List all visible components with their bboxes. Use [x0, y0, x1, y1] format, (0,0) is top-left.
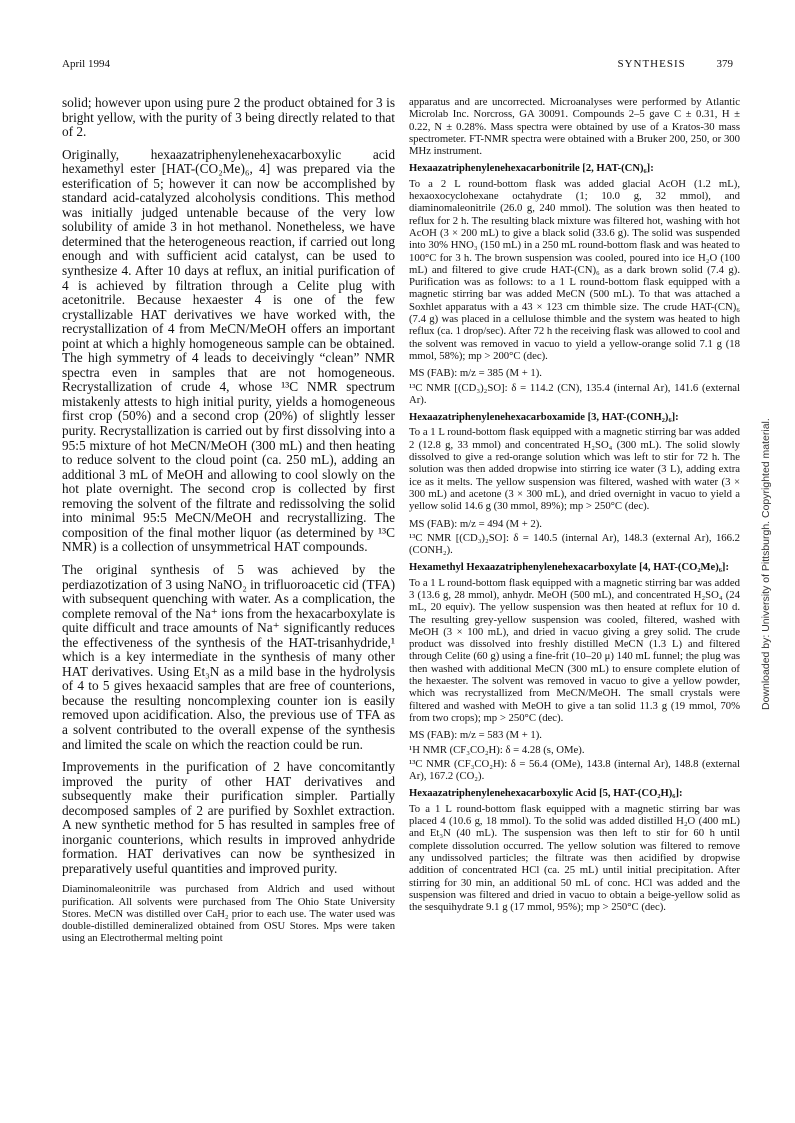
download-watermark [760, 310, 780, 710]
page-number: 379 [716, 58, 733, 70]
section-body: To a 1 L round-bottom flask equipped with a magnetic stirring bar was added 3 (13.6 g, 28 mmol), anhydr. MeOH (500 mL), and concentrated H₂SO₄ (24 mL, 20 equiv). The yellow suspension was then heated at reflux for 10 d. The resulting grey-yellow suspension was cooled, filtered, washed with MeOH (3 × 100 mL), and dried in vacuo giving a grey solid. The crude product was dissolved into freshly distilled MeCN (1.3 L) and filtered through Celite (60 g) using a fine-frit (10–20 μ) 140 mL funnel; the plug was then washed with additional MeCN (300 mL) to ensure complete elution of the hexaester. The solvent was removed in vacuo to give a yellow powder, which was recrystallized from MeCN/MeOH. The small crystals were filtered and washed with MeOH to give a tan solid 11.3 g (19 mmol, 70% from two crops); mp > 250°C (dec). [409, 576, 740, 724]
section-body: To a 2 L round-bottom flask was added glacial AcOH (1.2 mL), hexaoxocyclohexane octahydrate (1; 10.0 g, 32 mmol), and diaminomaleonitrile (26.0 g, 240 mmol). The solution was then heated to reflux for 2 h. The resulting black mixture was filtered hot, washing with hot AcOH (3 × 200 mL) to give a black solid (33.6 g). The solid was suspended into 30% HNO₃ (150 mL) in a 250 mL round-bottom flask and was heated to 100°C for 3 h. The brown suspension was cooled, poured into ice H₂O (100 mL) and filtered to give crude HAT-(CN)₆ as a dark brown solid (7.4 g). Purification was as follows: to a 1 L round-bottom flask equipped with a magnetic stirring bar was added MeCN (500 mL). To that was attached a Soxhlet apparatus with a 43 × 123 cm thimble size. The crude HAT-(CN)₆ (7.4 g) was placed in a cellulose thimble and the system was heated to high reflux (ca. 1 drop/sec). After 72 h the receiving flask was allowed to cool and the solvent was removed in vacuo to yield a yellow-orange solid 7.1 g (18 mmol, 58%); mp > 200°C (dec). [409, 177, 740, 362]
watermark-text: Downloaded by: University of Pittsburgh. Copyrighted material. [760, 418, 772, 710]
body-paragraph: solid; however upon using pure 2 the product obtained for 3 is bright yellow, with the purity of 3 being directly related to that of 2. [62, 95, 395, 140]
spectral-data: ¹³C NMR [(CD₃)₂SO]: δ = 140.5 (internal Ar), 148.3 (external Ar), 166.2 (CONH₂). [409, 531, 740, 557]
journal-name: SYNTHESIS [617, 58, 686, 70]
section-body: To a 1 L round-bottom flask equipped with a magnetic stirring bar was added 2 (12.8 g, 33 mmol) and concentrated H₂SO₄ (300 mL). The solid slowly dissolved to give a red-orange solution which was left to stir for 72 h. The solution was then added dropwise into stirring ice water (3 L), adding extra ice as it melts. The yellow suspension was filtered, washed with water (3 × 300 mL) and acetone (3 × 300 mL), and dried overnight in vacuo to yield a yellow solid 14.6 g (30 mmol, 89%); mp > 250°C (dec). [409, 426, 740, 513]
section-title: Hexamethyl Hexaazatriphenylenehexacarboxylate [4, HAT-(CO₂Me)₆]: [409, 562, 729, 574]
header-right [617, 58, 733, 70]
section-title: Hexaazatriphenylenehexacarboxylic Acid [5, HAT-(CO₂H)₆]: [409, 788, 683, 800]
spectral-data: MS (FAB): m/z = 385 (M + 1). [409, 367, 542, 380]
section-title: Hexaazatriphenylenehexacarbonitrile [2, HAT-(CN)₆]: [409, 163, 654, 175]
left-column [62, 96, 395, 953]
experimental-note: Diaminomaleonitrile was purchased from Aldrich and used without purification. All solvents were purchased from The Ohio State University Stores. MeCN was distilled over CaH₂ prior to each use. The water used was double-distilled demineralized obtained from OSU Stores. Mps were taken using an Electrothermal melting point [62, 884, 395, 945]
spectral-data: ¹H NMR (CF₃CO₂H): δ = 4.28 (s, OMe). [409, 743, 585, 756]
issue-date: April 1994 [62, 58, 110, 70]
spectral-data: MS (FAB): m/z = 494 (M + 2). [409, 517, 542, 530]
section-body: To a 1 L round-bottom flask equipped with a magnetic stirring bar was placed 4 (10.6 g, 18 mmol). To the solid was added distilled H₂O (400 mL) and Et₃N (40 mL). The suspension was then left to stir for 60 h until complete dissolution occurred. The yellow solution was filtered to remove any undissolved particles; the filtrate was then acidified by dropwise addition of concentrated HCl (ca. 25 mL) until initial precipitation. After stirring for 30 min, an additional 50 mL of conc. HCl was added and the suspension was filtered and dried in vacuo to obtain a beige-yellow solid as the sesquihydrate 9.1 g (17 mmol, 95%); mp > 250°C (dec). [409, 802, 740, 914]
experimental-intro: apparatus and are uncorrected. Microanalyses were performed by Atlantic Microlab Inc. Norcross, GA 30091. Compounds 2–5 gave C ± 0.31, H ± 0.22, N ± 0.28%. Mass spectra were obtained by use of a Kratos-30 mass spectrometer. FT-NMR spectra were obtained with a Bruker 200, 250, or 300 MHz instrument. [409, 96, 740, 158]
spectral-data: ¹³C NMR (CF₃CO₂H): δ = 56.4 (OMe), 143.8 (internal Ar), 148.8 (external Ar), 167.2 (CO₂). [409, 757, 740, 783]
right-column [409, 96, 740, 918]
spectral-data: MS (FAB): m/z = 583 (M + 1). [409, 729, 542, 742]
body-paragraph: The original synthesis of 5 was achieved by the perdiazotization of 3 using NaNO₂ in trifluoroacetic cid (TFA) with subsequent quenching with water. As a complication, the complete removal of the Na⁺ ions from the hexacarboxylate is quite difficult and trace amounts of Na⁺ significantly reduces the effectiveness of the synthesis of the HAT-trisanhydride,¹ which is a key intermediate in the synthesis of many other HAT derivatives. Using Et₃N as a mild base in the hydrolysis of 4 to 5 gives hexaacid samples that are free of counterions, because the resulting noncomplexing counter ion is easily removed upon acidification. Also, the previous use of TFA as a solvent contributed to the overall expense of the synthesis and limited the scale on which the reaction could be run. [62, 561, 396, 752]
body-paragraph: Originally, hexaazatriphenylenehexacarboxylic acid hexamethyl ester [HAT-(CO₂Me)₆, 4] was prepared via the esterification of 5; however it can now be accomplished by standard acid-catalyzed alcoholysis conditions. This method was initially judged untenable because of the very low solubility of amide 3 in hot methanol. Nonetheless, we have determined that the heterogeneous reaction, if carried out long enough and with sufficient acid catalyst, can be used to synthesize 4. After 10 days at reflux, an initial purification of 4 is achieved by filtration through a Celite plug with acetonitrile. Because hexaester 4 is one of the few crystallizable HAT derivatives we have worked with, the recrystallization of 4 from MeCN/MeOH offers an important point at which a highly homogeneous sample can be obtained. The high symmetry of 4 leads to deceivingly “clean” NMR spectra even in samples that are not homogeneous. Recrystallization of crude 4, whose ¹³C NMR spectrum mistakenly attests to high initial purity, yields a homogeneous first crop (50%) and a second crop (20%) of slightly lesser purity. Recrystallization is carried out by first dissolving into a 95:5 mixture of hot MeCN/MeOH (300 mL) and then heating to reduce solvent to the cloud point (ca. 250 mL), adding an additional 3 mL of MeOH and allowing to cool slowly on the hot plate overnight. The second crop is collected by first removing the solvent of the filtrate and redissolving the solid into minimal 95:5 MeCN/MeOH and recrystallizing. The composition of the final mother liquor (as determined by ¹³C NMR) is a collection of unsymmetrical HAT compounds. [62, 146, 395, 555]
body-paragraph: Improvements in the purification of 2 have concomitantly improved the purity of other HAT derivatives and subsequently make their purification simpler. Partially decomposed samples of 2 are purified by Soxhlet extraction. A new synthetic method for 5 has resulted in samples free of inorganic counterions, which results in improved anhydride formation. HAT derivatives can now be synthesized in preparatively useful quantities and improved purity. [62, 759, 395, 876]
page-header [62, 58, 733, 76]
spectral-data: ¹³C NMR [(CD₃)₂SO]: δ = 114.2 (CN), 135.4 (internal Ar), 141.6 (external Ar). [409, 381, 740, 406]
section-title: Hexaazatriphenylenehexacarboxamide [3, HAT-(CONH₂)₆]: [409, 412, 679, 424]
